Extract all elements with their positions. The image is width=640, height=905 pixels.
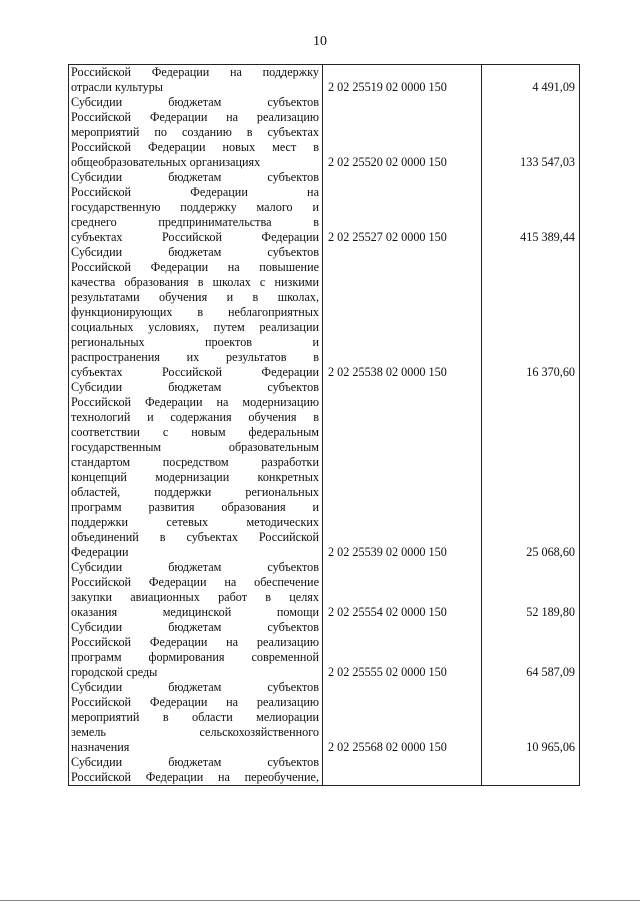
description-line: результатами обучения и в школах, [71, 290, 319, 304]
row-description [69, 95, 319, 170]
row-description [69, 560, 319, 620]
description-line: Субсидии бюджетам субъектов [71, 680, 319, 694]
description-line: поддержки сетевых методических [71, 515, 319, 529]
description-line: распространения их результатов в [71, 350, 319, 364]
description-line: Российской Федерации на обеспечение [71, 575, 319, 589]
description-line: среднего предпринимательства в [71, 215, 319, 229]
description-line: Российской Федерации на реализацию [71, 695, 319, 709]
table-row [69, 380, 579, 560]
description-line: Российской Федерации на [71, 185, 319, 199]
description-line: Российской Федерации на поддержку [71, 65, 319, 79]
amount: 415 389,44 [520, 230, 575, 244]
description-line: технологий и содержания обучения в [71, 410, 319, 424]
budget-code: 2 02 25539 02 0000 150 [328, 545, 447, 559]
description-line: субъектах Российской Федерации [71, 365, 319, 379]
description-line: объединений в субъектах Российской [71, 530, 319, 544]
description-line: качества образования в школах с низкими [71, 275, 319, 289]
description-line: Российской Федерации на реализацию [71, 635, 319, 649]
row-description [69, 380, 319, 560]
amount: 16 370,60 [526, 365, 575, 379]
row-description [69, 65, 319, 95]
table-row [69, 755, 579, 785]
description-line: мероприятий в области мелиорации [71, 710, 319, 724]
description-line: мероприятий по созданию в субъектах [71, 125, 319, 139]
row-description [69, 170, 319, 245]
amount: 52 189,80 [526, 605, 575, 619]
amount: 64 587,09 [526, 665, 575, 679]
description-line: стандартом посредством разработки [71, 455, 319, 469]
budget-table [68, 64, 580, 786]
description-line: программ формирования современной [71, 650, 319, 664]
row-description [69, 620, 319, 680]
table-row [69, 95, 579, 170]
amount: 4 491,09 [532, 80, 575, 94]
description-line: Субсидии бюджетам субъектов [71, 380, 319, 394]
description-line: концепций модернизации конкретных [71, 470, 319, 484]
description-line: программ развития образования и [71, 500, 319, 514]
budget-code: 2 02 25538 02 0000 150 [328, 365, 447, 379]
amount: 10 965,06 [526, 740, 575, 754]
description-line: Российской Федерации новых мест в [71, 140, 319, 154]
description-line: Субсидии бюджетам субъектов [71, 560, 319, 574]
description-line: функционирующих в неблагоприятных [71, 305, 319, 319]
description-line: земель сельскохозяйственного [71, 725, 319, 739]
budget-code: 2 02 25519 02 0000 150 [328, 80, 447, 94]
description-line: социальных условиях, путем реализации [71, 320, 319, 334]
description-line: закупки авиационных работ в целях [71, 590, 319, 604]
description-line: государственным образовательным [71, 440, 319, 454]
description-line: общеобразовательных организациях [71, 155, 261, 169]
table-row [69, 560, 579, 620]
table-row [69, 245, 579, 380]
description-line: Субсидии бюджетам субъектов [71, 755, 319, 769]
table-row [69, 65, 579, 95]
budget-code: 2 02 25555 02 0000 150 [328, 665, 447, 679]
description-line: Субсидии бюджетам субъектов [71, 95, 319, 109]
budget-code: 2 02 25568 02 0000 150 [328, 740, 447, 754]
description-line: региональных проектов и [71, 335, 319, 349]
description-line: Федерации [71, 545, 129, 559]
scan-edge [0, 900, 640, 901]
page-number: 10 [313, 34, 327, 49]
budget-code: 2 02 25554 02 0000 150 [328, 605, 447, 619]
description-line: Российской Федерации на переобучение, [71, 770, 319, 784]
budget-code: 2 02 25527 02 0000 150 [328, 230, 447, 244]
description-line: Субсидии бюджетам субъектов [71, 620, 319, 634]
description-line: оказания медицинской помощи [71, 605, 319, 619]
row-description [69, 755, 319, 785]
amount: 133 547,03 [520, 155, 575, 169]
description-line: отрасли культуры [71, 80, 163, 94]
row-description [69, 245, 319, 380]
table-row [69, 680, 579, 755]
row-description [69, 680, 319, 755]
description-line: Российской Федерации на модернизацию [71, 395, 319, 409]
description-line: Субсидии бюджетам субъектов [71, 170, 319, 184]
description-line: назначения [71, 740, 130, 754]
description-line: Субсидии бюджетам субъектов [71, 245, 319, 259]
description-line: областей, поддержки региональных [71, 485, 319, 499]
amount: 25 068,60 [526, 545, 575, 559]
description-line: государственную поддержку малого и [71, 200, 319, 214]
description-line: Российской Федерации на повышение [71, 260, 319, 274]
table-row [69, 170, 579, 245]
budget-code: 2 02 25520 02 0000 150 [328, 155, 447, 169]
description-line: городской среды [71, 665, 158, 679]
description-line: соответствии с новым федеральным [71, 425, 319, 439]
description-line: Российской Федерации на реализацию [71, 110, 319, 124]
table-row [69, 620, 579, 680]
description-line: субъектах Российской Федерации [71, 230, 319, 244]
